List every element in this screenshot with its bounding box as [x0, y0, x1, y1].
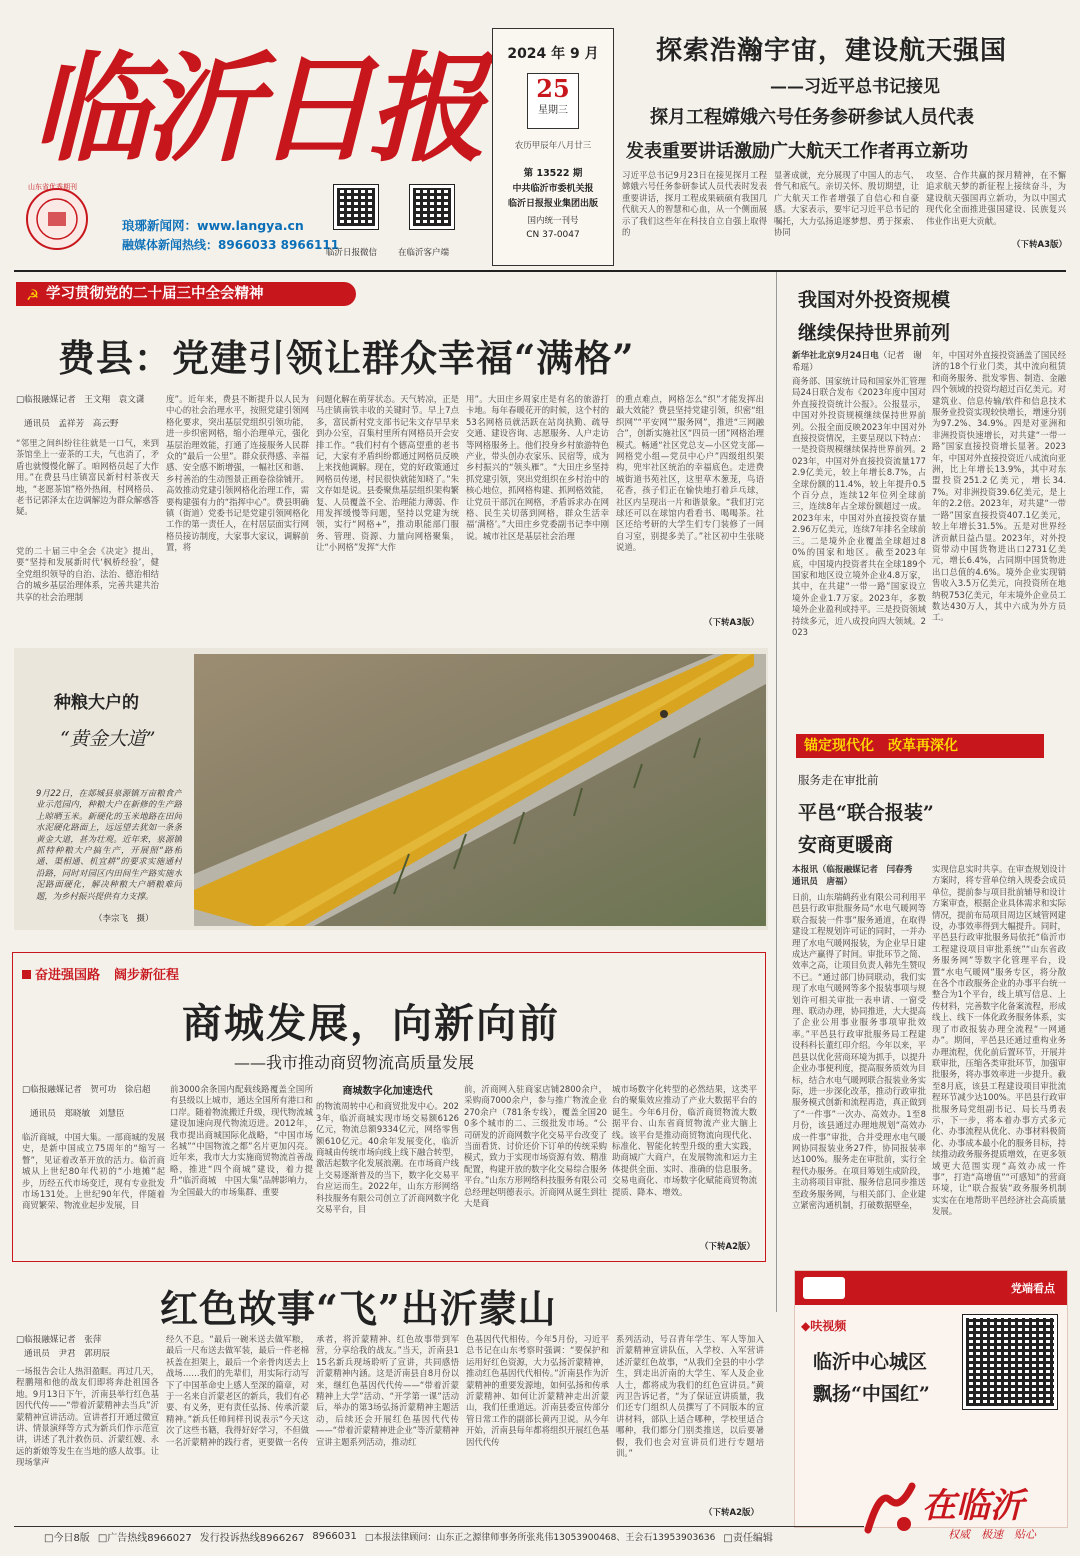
investment-col-2: 年，中国对外直接投资涵盖了国民经济的18个行业门类，其中流向租赁和商务服务、批发零售、制造、金融四个领域的投资均超过百亿美元。对建筑业、信息传输/软件和信息技术服务业投资实现较快增长，增速分别为97.2%、34.9%。四是对亚洲和非洲投资快速增长，对共建“一带一路”国家直接投资增长显著。2023年，中国对外直接投资近八成流向亚洲，比上年增长13.9%，其中对东盟投资251.2亿美元，增长34.7%。对非洲投资39.6亿美元，是上年的2.2倍。2023年，对共建“一带一路”国家直接投资407.1亿美元，较上年增长31.5%。五是对世界经济贡献日益凸显。2023年，对外投资带动中国货物进出口2731亿美元，增长6.4%，占同期中国货物进出口总值的4.6%。境外企业实现销售收入3.5万亿美元，向投资所在地纳税753亿美元，年末境外企业员工数达430万人，其中六成为外方员工。: [932, 350, 1066, 623]
kicker-square-icon: [22, 970, 31, 979]
redstory-col-1: 一场报告会让人热泪盈眶。再过几天，程鹏翔和他的战友们即将奔赴祖国各地。9月13日下午，沂南县举行红色基因代代传——“带着沂蒙精神去当兵”沂蒙精神宣讲活动。宣讲者打开通过微宣讲、情景演绎等方式为新兵们作示范宣讲，讲述了乳汁救伤员、沂蒙红嫂、永远的新娘等发生在当地的感人故事。让现场掌声: [16, 1366, 159, 1468]
hotline-number: 8966033 8966111: [218, 238, 340, 252]
website-line: [122, 216, 304, 234]
hotline-line: [122, 236, 339, 253]
shangcheng-subhead: ——我市推动商贸物流高质量发展: [234, 1053, 475, 1072]
shangcheng-reporters: □临报融媒记者 贺可功 徐启超: [22, 1085, 151, 1095]
pingyi-kicker: 服务走在审批前: [798, 773, 879, 787]
right-column-rule: [776, 272, 777, 1312]
corn-road-illustration-icon: [194, 654, 766, 926]
publisher: 中共临沂市委机关报: [512, 184, 594, 194]
feixian-reporters: □临报融媒记者 王文翔 袁文潇: [16, 395, 145, 405]
footer-complaint: 发行投诉热线8966267: [199, 1533, 305, 1544]
hotline-label: 融媒体新闻热线：: [122, 238, 219, 252]
footer-ad-hotline: □广告热线8966027: [97, 1533, 192, 1544]
app-qr-icon[interactable]: [410, 185, 454, 229]
pingyi-col-1: 日前，山东瑞鹤药业有限公司利用平邑县行政审批服务局“水电气暖网等联合报装一件事”服务通道，在取得建设工程规划许可证的同时，一并办理了水电气暖网报装，为企业早日建成达产赢得了时间。审批环节之简、效率之高，让项目负责人韩先生赞叹不已。“通过部门协同联动，我们实现了水电气暖网等多个报装事项与规划许可相关审批一表申请、一窗受理、联动办理，协同推进，大大提高了企业公用事业服务事项审批效率。”平邑县行政审批服务局工程建设科科长董红印介绍。今年以来，平邑县以优化营商环境为抓手，以提升企业办事便利度，提高服务质效为目标，结合水电气暖网联合报装业务实际，进一步深化改革，推动行政审批服务模式创新和流程再造，真正做到了“一件事”一次办、高效办。1至8月份，该县通过办理地规划“高效办成一件事”审批，合并受理水电气暖网协同报装业务27件，协同报装率达100%。服务走在审批前，实行全程代办服务。在项目筹划生成阶段，主动将项目审批、服务信息同步推送至政务服务网，与相关部门、企业建立紧密沟通机制，打破数据壁垒，: [792, 892, 926, 1210]
video-header-bar: [795, 1271, 1067, 1305]
lunar-date: 农历甲辰年八月廿三: [514, 141, 592, 151]
pingyi-col-2: 实现信息实时共享。在审查规划设计方案时，将专营单位纳入规委会成员单位，提前参与项目批前辅导和设计方案审查，根据企业具体需求和实际情况，提前布局项目周边区域管网建设，办事效率得到大幅提升。同时，平邑县行政审批服务局依托“临沂市工程建设项目审批系统”“山东省政务服务网”等数字化管理平台，设置“水电气暖网”服务专区，将分散在各个市政服务企业的办事平台统一整合为1个平台，线上填写信息、上传材料，完善数字化备案流程，形成线上、线下一体化政务服务体系，实现了市政报装办理全流程“一网通办”。期间，平邑县还通过重构业务办理流程，优化前后置环节，开展并联审批，压缩各类审批环节，加强审批服务，将办事效率进一步提升。截至8月底，该县工程建设项目审批流程环节减少达100%。平邑县行政审批服务局党组副书记、局长马勇表示，下一步，将本着办事方式多元化、办事流程从优化、办事材料极简化、办事成本最小化的服务目标，持续推动政务服务提质增效，在更多领域更大范围实现“高效办成一件事”，打造“高增值”“可感知”的营商环境，让“联合报装”政务服务机制实实在在地帮助平邑经济社会高质量发展。: [932, 864, 1066, 1217]
redstory-col-3: 承者，将沂蒙精神、红色故事带到军营，分享给我的战友。”当天，沂南县115名新兵现场聆听了宣讲，共同感悟沂蒙精神内涵。这是沂南县自8月份以来，继红色基因代代传——“带着沂蒙精神上大学”活动、“开学第一课”活动后，举办的第3场弘扬沂蒙精神主题活动，后续还会开展红色基因代代传——“带着沂蒙精神进企业”等沂蒙精神宣讲主题系列活动，推动红: [316, 1334, 459, 1447]
feixian-col-4: 用”。大田庄乡周家庄是有名的旅游打卡地。每年春暖花开的时候，这个村的53名网格员就活跃在站岗执勤、疏导交通、建设咨询、志愿服务、人户走访等网格服务上。他们投身乡村旅游特色产业，带头创办农家乐、民宿等，成为乡村振兴的“领头雁”。“大田庄乡坚持抓党建引领，突出党组织在乡村治中的核心地位，抓网格构建、抓网格效能，让党员干部沉在网格，矛盾诉求办在网格、民生关切落到网格，群众生活幸福‘满格’。”大田庄乡党委副书记李中刚说。城市社区是基层社会治理: [466, 394, 609, 541]
lead-sub3: 发表重要讲话激励广大航天工作者再立新功: [626, 141, 968, 162]
kicker-text-1: 奋进强国路: [35, 968, 101, 983]
lead-headline[interactable]: 探索浩瀚宇宙，建设航天强国: [656, 36, 1008, 66]
badge-label: 山东省优秀期刊: [28, 183, 77, 191]
redstory-headline[interactable]: 红色故事“飞”出沂蒙山: [160, 1286, 557, 1331]
shangcheng-section-title: 商城数字化加速迭代: [342, 1086, 433, 1097]
shangcheng-col-3: 的物流周转中心和商贸批发中心。2023年，临沂商城实现市场交易额6126亿元，物流总额9334亿元，网络零售额610亿元。40余年发展变化，临沂商城由传统市场向线上线下融合转型，激活起数字化发展浪潮。在市场商户线上交易逐渐普及的当下，数字化交易平台应运而生。2022年，山东方形网络科技服务有限公司创立了沂商网数字化交易平台，目: [316, 1101, 459, 1215]
feixian-continue[interactable]: （下转A3版）: [704, 618, 759, 628]
zailinyi-logo[interactable]: [860, 1480, 1070, 1544]
redstory-col-4: 色基因代代相传。今年5月份，习近平总书记在山东考察时强调：“要保护和运用好红色资源，大力弘扬沂蒙精神，推动红色基因代代相传。”沂南县作为沂蒙精神的重要发源地，如何弘扬和传承沂蒙精神、如何让沂蒙精神走出沂蒙山，我们任重道远。沂南县委宣传部分管日常工作的副部长黄丙卫说。从今年开始，沂南县每年都将组织开展红色基因代代传: [466, 1334, 609, 1447]
badge-seal-icon: [26, 188, 88, 250]
party-banner: [16, 282, 356, 306]
investment-title-2[interactable]: 继续保持世界前列: [798, 322, 951, 344]
photo-caption: 9月22日，在郯城县泉源镇万亩粮食产业示范园内，种粮大户在新修的生产路上晾晒玉米。新硬化的玉米地路在田间水泥硬化路面上，远远望去犹如一条条黄金大道，甚为壮观。近年来，泉源镇抓特种粮大户搞生产，开展照“路相通、渠相通、机宜耕”的要求实施通村沿路，同时对园区内田间生产路实施水泥路面硬化，解决种粮大户晒粮难问题，为乡村振兴提供有力支撑。: [36, 788, 182, 901]
photo-title: 种粮大户的: [54, 693, 139, 713]
photo-credit: （李宗飞 摄）: [94, 914, 154, 924]
zailinyi-slogan: 权威 极速 贴心: [948, 1528, 1036, 1541]
feixian-col-5: 的重点难点，网格怎么“织”才能发挥出最大效能？费县坚持党建引领，织密“组织网”“平安网”“服务网”，推进“三网融合”，创新实施社区“四员一团”网格治理模式。畅通“社区党总支—小区党支部—网格党小组—党员中心户”四级组织架构，兜牢社区统治的幸福底色。走进费城街道书苑社区，这里草木葱茏，鸟语花香，孩子们正在愉快地打着乒乓球，社区内呈现出一片和谐景象。“我们打完球还可以在球馆内看看书、喝喝茶。社区还给考研的大学生们专门装修了一间自习室，别提多美了。”社区初中生张晓说道。: [616, 394, 764, 553]
dangduan-logo-icon: [803, 1277, 845, 1299]
issue-number: 第 13522 期: [523, 168, 583, 179]
lead-col-2: 显著成就，充分展现了中国人的志气、骨气和底气。亲切关怀、殷切期望，让广大航天工作者增强了自信心和自豪感。大家表示，要牢记习近平总书记的嘱托，大力弘扬追逐梦想、勇于探索、协同: [774, 170, 919, 238]
pingyi-title-1[interactable]: 平邑“联合报装”: [798, 802, 934, 824]
shangcheng-col-1: 临沂商城，中国大集。一部商城的发展史，是新中国成立75周年的“缩写一瞥”，见证着改革开放的活力。临沂商城从上世纪80年代初的“小地摊”起步，历经五代市场变迁，现有专业批发市场131处。上世纪90年代，伴随着商贸繁荣、物流业起步发展，目: [22, 1132, 165, 1211]
footer-legal: □本报法律顾问：山东正之源律师事务所张兆伟13053900468、王会石13953903636: [364, 1533, 716, 1543]
shangcheng-kicker: [22, 964, 179, 983]
website-label: 琅琊新闻网：: [122, 218, 198, 233]
investment-title-1[interactable]: 我国对外投资规模: [798, 289, 951, 311]
issue-date: 2024 年 9 月: [507, 46, 599, 62]
footer-bar: [14, 1526, 864, 1546]
app-qr-label: 在临沂客户端: [398, 248, 450, 258]
lead-col-3: 攻坚、合作共赢的探月精神，在不懈追求航天梦的新征程上接续奋斗，为建设航天强国再立新功，为以中国式现代化全面推进强国建设、民族复兴伟业作出更大贡献。: [926, 170, 1066, 226]
lead-sub2: 探月工程嫦娥六号任务参研参试人员代表: [650, 107, 974, 128]
photo-subtitle: “黄金大道”: [60, 728, 156, 750]
lead-sub1: ——习近平总书记接见: [770, 77, 940, 97]
domestic-serial: 国内统一刊号: [527, 216, 579, 226]
redstory-continue[interactable]: （下转A2版）: [704, 1508, 759, 1518]
publisher2: 临沂日报报业集团出版: [507, 199, 598, 209]
shangcheng-col-4: 前，沂商网入驻商家店铺2800余户，采购商7000余户，参与推广物流企业270余户（781条专线），覆盖全国200多个城市的二、三级批发市场。“公司研发的沂商网数字化交易平台改变了当面看货、讨价还价下订单的传统采购模式，致力于实现市场资源有效、精准配置，构建开放的数字化交易综合服务平台。”山东方形网络科技服务有限公司总经理赵明德表示。沂商网从诞生到壮大是商: [464, 1084, 607, 1209]
party-emblem-icon: ☭: [26, 288, 39, 304]
day-box: [527, 73, 579, 129]
footer-pages: □今日8版: [44, 1533, 90, 1544]
kicker-text-2: 阔步新征程: [114, 968, 180, 983]
feixian-col-2: 度”。近年来，费县不断提升以人民为中心的社会治理水平，按照党建引领网格化要求，突出基层党组织引领功能，进一步织密网格，缩小治理单元，强化基层治理效能，打通了连接服务人民群众的“最后一公里”。群众获得感、幸福感、安全感不断增强，一幅社区和谐、乡村善治的生动图景正画卷徐徐铺开。高效推动党建引领网格化治理工作，需要构建强有力的“指挥中心”。费县明确镇（街道）党委书记是党建引领网格化工作的第一责任人，在村居层面实行网格员接访制度，大家事大家议，调解前置，将: [166, 394, 309, 553]
wechat-qr-label: 临沂日报微信: [326, 248, 378, 258]
shangcheng-continue[interactable]: （下转A2版）: [700, 1242, 755, 1252]
feixian-headline[interactable]: 费县：党建引领让群众幸福“满格”: [58, 336, 635, 380]
investment-col-1: 商务部、国家统计局和国家外汇管理局24日联合发布《2023年度中国对外直接投资统计公报》。公报显示，中国对外投资规模继续保持世界前列。公报全面反映2023年中国对外直接投资情况，主要呈现以下特点：一是投资规模继续保持世界前列。2023年，中国对外直接投资流量1772.9亿美元，较上年增长8.7%，占全球份额的11.4%，较上年提升0.5个百分点，连续12年位列全球前三，连续8年占全球份额超过一成。2023年末，中国对外直接投资存量2.96万亿美元，连续7年排名全球前三。二是境外企业覆盖全球超过80%的国家和地区。截至2023年底，中国境内投资者共在全球189个国家和地区设立境外企业4.8万家，其中，在共建“一带一路”国家设立境外企业1.7万家。2023年，多数境外企业盈利或持平。三是投资领域持续多元，近八成投向四大领域。2023: [792, 376, 926, 637]
issue-box: [492, 28, 614, 266]
pingyi-title-2[interactable]: 安商更暖商: [798, 834, 894, 856]
video-title-2[interactable]: 飘扬“中国红”: [813, 1383, 930, 1405]
feixian-correspondents: 通讯员 孟祥芳 高云野: [24, 419, 119, 429]
masthead-rule: [14, 270, 1066, 272]
website-url[interactable]: www.langya.cn: [197, 218, 304, 233]
reform-banner: 锚定现代化 改革再深化: [796, 734, 1044, 758]
shangcheng-headline[interactable]: 商城发展，向新向前: [182, 1000, 560, 1047]
shangcheng-col-3a: [316, 1084, 459, 1252]
feixian-col-1b: 党的二十届三中全会《决定》提出，要“坚持和发展新时代‘枫桥经验’，健全党组织领导的自治、法治、德治相结合的城乡基层治理体系，完善共建共治共享的社会治理制: [16, 546, 159, 602]
party-banner-label: 学习贯彻党的二十届三中全会精神: [46, 286, 264, 302]
shangcheng-col-2: 前3000余条国内配载线路覆盖全国所有县级以上城市，通达全国所有港口和口岸。随着物流搬迁升级，现代物流城建设加速向现代物流迈进。2012年，我市提出商城国际化战略，“中国市场名城”“中国物流之都”名片更加闪亮。近年来，我市大力实施商贸物流首善战略，推进“四个商城”建设，着力提升“临沂商城 中国大集”品牌影响力，为全国最大的市场集群、重要: [170, 1084, 313, 1197]
zailinyi-mark-icon: [860, 1480, 920, 1538]
feixian-col-1: “邻里之间纠纷往往就是一口气，来到茶馆坐上一壶茶的工夫，气也消了，矛盾也就慢慢化解了。咱网格员起了大作用。”在费县马庄镇富民新村村茶夜天地，“老愿茶馆”格外热闹，村网格员、老书记郭泽太在边调解边为群众解惑答疑。: [16, 438, 159, 517]
investment-reporter: （记者 谢希瑶）: [792, 351, 922, 373]
wechat-qr-icon[interactable]: [334, 185, 378, 229]
cn-number: CN 37-0047: [526, 230, 580, 240]
newspaper-title: 临沂日报: [32, 39, 481, 178]
video-qr-icon[interactable]: [963, 1315, 1057, 1409]
video-brand: 党端看点: [1011, 1282, 1055, 1295]
footer-complaint-2: 8966031: [312, 1531, 357, 1542]
corn-road-photo[interactable]: [194, 654, 766, 926]
redstory-correspondents: 通讯员 尹君 郭玥辰: [24, 1349, 110, 1359]
footer-editor: □责任编辑: [723, 1533, 773, 1544]
redstory-reporters: □临报融媒记者 张萍: [16, 1335, 102, 1345]
photo-feature: [14, 648, 768, 930]
shangcheng-col-5: 城市场数字化转型的必然结果，这类平台的聚集效应推动了产业大数据平台的诞生。今年6月份，临沂商贸物流大数据平台、山东省商贸物流产业大脑上线。该平台是推动商贸物流向现代化、标准化、智能化转型升级的重大实践，助商城广大商户，在发展物流和运力主体提供全面、实时、准确的信息服务。交易电商化、市场数字化赋能商贸物流提质、降本、增效。: [612, 1084, 757, 1197]
shangcheng-correspondents: 通讯员 郑晓敏 刘慧臣: [30, 1109, 125, 1119]
investment-dateline: [792, 350, 926, 374]
issue-day: 25: [536, 74, 570, 103]
video-title-1[interactable]: 临沂中心城区: [813, 1351, 928, 1373]
video-label: ◆呋视频: [801, 1319, 847, 1333]
zailinyi-name: 在临沂: [922, 1486, 1024, 1526]
lead-col-1: 习近平总书记9月23日在接见探月工程嫦娥六号任务参研参试人员代表时发表重要讲话，探月工程成果硕硕有我国几代航天人的智慧和心血，从一个侧面展示了我们这些年在科技自立自强上取得的: [622, 170, 767, 238]
lead-continue[interactable]: （下转A3版）: [1012, 240, 1067, 250]
feixian-col-3: 问题化解在萌芽状态。天气转凉，正是马庄镇南铁丰收的关键时节。早上7点多，富民新村党支部书记朱文存早早来到办公室，召集村里所有网格员开会安排工作。“我们村有个德高望重的老书记，大家有矛盾纠纷都通过网格员反映上来找他调解。现在，党的好政策通过网格员传递，村民很快就能知晓了。”朱文存如是说。县委聚焦基层组织架构繁复、人员覆盖不全、治理能力薄弱、作用发挥缓慢等问题，坚持以党建为统领，实行“网格+”，推动职能部门服务、管理、资源、力量向网格聚集，让“小网格”发挥“大作: [316, 394, 459, 553]
redstory-col-2: 经久不息。“最后一碗米送去做军粮，最后一尺布送去做军装，最后一件老棉袄盖在担架上，最后一个亲骨肉送去上战场……我们的先辈们，用实际行动写下了中国革命史上感人至深的篇章，对于一名来自沂蒙老区的新兵，我们有必要、有义务，更有责任弘扬、传承沂蒙精神。”新兵任帅间样刊说表示“今天这次了这些书籍，我得好好学习，不但做一名沂蒙精神的践行者，更要做一名传: [166, 1334, 309, 1447]
issue-weekday: 星期三: [538, 105, 568, 116]
pingyi-reporter: 本报讯（临报融媒记者 闫春秀 通讯员 唐福）: [792, 865, 921, 887]
redstory-col-5: 系列活动，号召青年学生、军人等加入沂蒙精神宣讲队伍，入学校、入军营讲述沂蒙红色故事，“从我们全县的中小学生，到走出沂南的大学生、军人及企业人士，都将成为我们的红色宣讲员。”黄丙卫告诉记者，“为了保证宣讲质量，我们还专门组织人员撰写了不同版本的宣讲材料，部队上适合哪种，学校里适合哪种，我们都分门别类推送，以后要暑假，我们也会对宣讲员们进行专题培训。”: [616, 1334, 764, 1459]
investment-dateline-text: 新华社北京9月24日电: [792, 351, 879, 361]
